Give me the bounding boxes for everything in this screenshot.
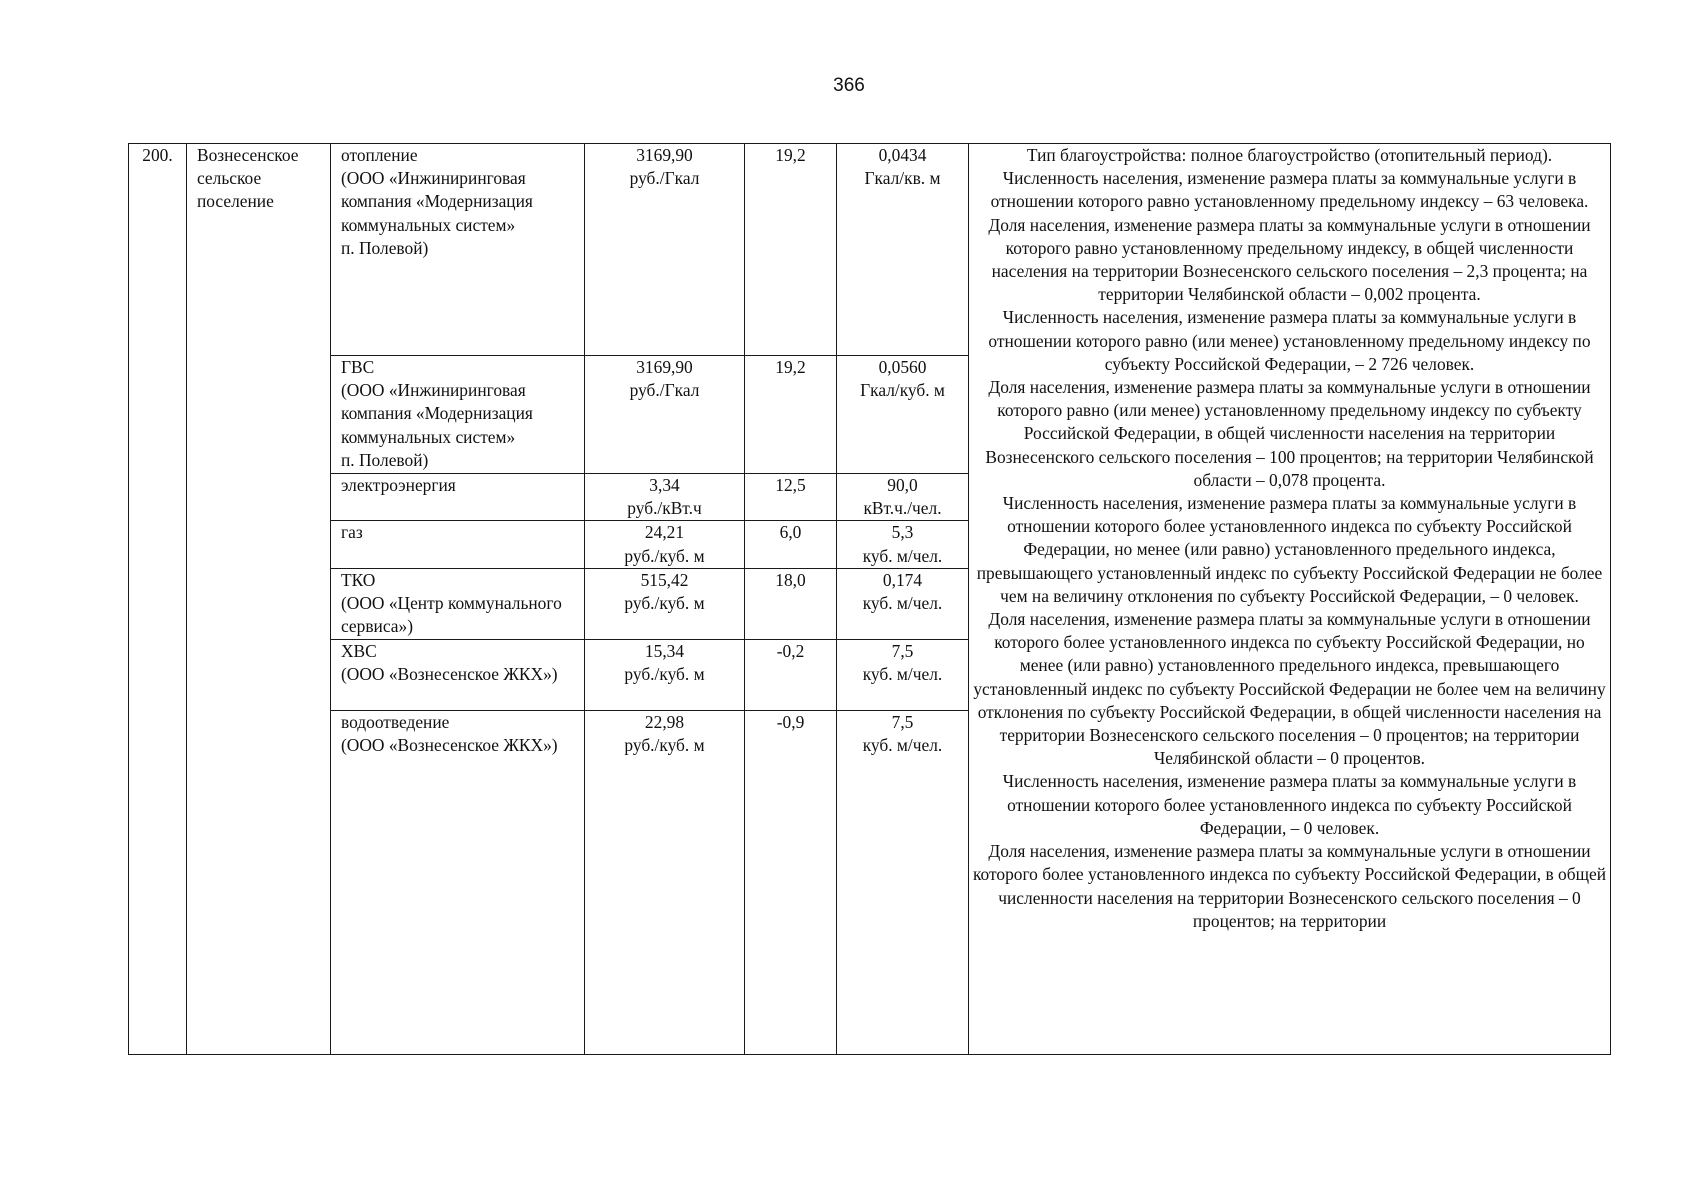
service-name: ХВС (ООО «Вознесенское ЖКХ») <box>341 640 558 685</box>
growth-cell <box>745 521 837 568</box>
service-name: отопление (ООО «Инжиниринговая компания «Модернизация коммунальных систем» п. Полевой) <box>341 145 533 258</box>
growth-value: 12,5 <box>775 475 806 495</box>
description-paragraph: Доля населения, изменение размера платы за коммунальные услуги в отношении которого более установленного индекса по субъекту Российской Федерации, но менее (или равно) установленного предельного индекса, превышающего установленный индекс по субъекту Российской Федерации не более чем на величину отклонения по субъекту Российской Федерации, в общей численности населения на территории Вознесенского сельского поселения – 0 процентов; на территории Челябинской области – 0 процентов. <box>973 609 1606 769</box>
tariff-table <box>128 143 1611 1055</box>
service-name: водоотведение (ООО «Вознесенское ЖКХ») <box>341 711 558 756</box>
norm-cell <box>837 356 969 474</box>
service-cell <box>331 639 585 710</box>
tariff-cell <box>585 639 745 710</box>
norm-cell <box>837 144 969 356</box>
tariff-value: 3169,90 руб./Гкал <box>629 357 700 401</box>
tariff-value: 3169,90 руб./Гкал <box>629 145 700 189</box>
tariff-cell <box>585 710 745 1054</box>
description-paragraph: Численность населения, изменение размера платы за коммунальные услуги в отношении которого более установленного индекса по субъекту Российской Федерации, – 0 человек. <box>1002 771 1577 838</box>
tariff-cell <box>585 144 745 356</box>
settlement-name: Вознесенское сельское поселение <box>197 145 299 212</box>
page-number: 366 <box>833 75 865 96</box>
description-paragraph: Тип благоустройства: полное благоустройство (отопительный период). <box>1026 145 1553 165</box>
norm-cell <box>837 568 969 639</box>
service-name: ТКО (ООО «Центр коммунального сервиса») <box>341 569 562 637</box>
growth-value: 19,2 <box>775 357 806 377</box>
growth-value: 6,0 <box>779 522 802 543</box>
description-cell <box>969 144 1611 1055</box>
growth-cell <box>745 710 837 1054</box>
norm-value: 0,0560 Гкал/куб. м <box>860 357 945 401</box>
growth-cell <box>745 639 837 710</box>
tariff-cell <box>585 474 745 521</box>
norm-value: 0,174 куб. м/чел. <box>862 569 943 614</box>
norm-value: 7,5 куб. м/чел. <box>862 711 943 756</box>
growth-value: 18,0 <box>775 569 806 590</box>
growth-cell <box>745 144 837 356</box>
service-name: электроэнергия <box>341 475 456 495</box>
service-cell <box>331 710 585 1054</box>
growth-cell <box>745 568 837 639</box>
service-name: газ <box>341 522 363 543</box>
service-name: ГВС (ООО «Инжиниринговая компания «Модернизация коммунальных систем» п. Полевой) <box>341 357 533 470</box>
growth-value: 19,2 <box>775 145 806 165</box>
service-cell <box>331 521 585 568</box>
norm-cell <box>837 521 969 568</box>
tariff-cell <box>585 521 745 568</box>
tariff-value: 3,34 руб./кВт.ч <box>627 475 702 519</box>
service-cell <box>331 356 585 474</box>
description-paragraph: Доля населения, изменение размера платы за коммунальные услуги в отношении которого равно (или менее) установленному предельному индексу по субъекту Российской Федерации, в общей численности населения на территории Вознесенского сельского поселения – 100 процентов; на территории Челябинской области – 0,078 процента. <box>985 377 1594 490</box>
tariff-cell <box>585 356 745 474</box>
norm-value: 0,0434 Гкал/кв. м <box>864 145 941 189</box>
description-paragraph: Численность населения, изменение размера платы за коммунальные услуги в отношении которого равно установленному предельному индексу – 63 человека. <box>990 168 1589 212</box>
description-paragraph: Доля населения, изменение размера платы за коммунальные услуги в отношении которого более установленного индекса по субъекту Российской Федерации, в общей численности населения на территории Вознесенского сельского поселения – 0 процентов; на территории <box>972 841 1607 931</box>
norm-cell <box>837 474 969 521</box>
norm-cell <box>837 639 969 710</box>
description-paragraph: Численность населения, изменение размера платы за коммунальные услуги в отношении которого более установленного индекса по субъекту Российской Федерации, но менее (или равно) установленного предельного индекса, превышающего установленный индекс по субъекту Российской Федерации не более чем на величину отклонения по субъекту Российской Федерации, – 0 человек. <box>976 493 1603 606</box>
row-number: 200. <box>142 145 173 165</box>
growth-value: -0,2 <box>776 640 805 661</box>
norm-cell <box>837 710 969 1054</box>
description-paragraph: Численность населения, изменение размера платы за коммунальные услуги в отношении которого равно (или менее) установленному предельному индексу по субъекту Российской Федерации, – 2 726 человек. <box>988 307 1591 374</box>
tariff-value: 24,21 руб./куб. м <box>624 522 705 566</box>
growth-cell <box>745 474 837 521</box>
service-cell <box>331 144 585 356</box>
growth-value: -0,9 <box>776 711 805 732</box>
settlement-cell <box>187 144 331 1055</box>
norm-value: 7,5 куб. м/чел. <box>862 640 943 685</box>
description-paragraph: Доля населения, изменение размера платы за коммунальные услуги в отношении которого равно установленному предельному индексу, в общей численности населения на территории Вознесенского сельского поселения – 2,3 процента; на территории Челябинской области – 0,002 процента. <box>988 214 1591 305</box>
table-row <box>129 144 1611 356</box>
tariff-value: 515,42 руб./куб. м <box>624 569 705 614</box>
tariff-value: 15,34 руб./куб. м <box>624 640 705 685</box>
tariff-value: 22,98 руб./куб. м <box>624 711 705 756</box>
service-cell <box>331 568 585 639</box>
norm-value: 5,3 куб. м/чел. <box>862 522 943 566</box>
service-cell <box>331 474 585 521</box>
row-number-cell <box>129 144 187 1055</box>
growth-cell <box>745 356 837 474</box>
norm-value: 90,0 кВт.ч./чел. <box>863 475 942 519</box>
tariff-cell <box>585 568 745 639</box>
